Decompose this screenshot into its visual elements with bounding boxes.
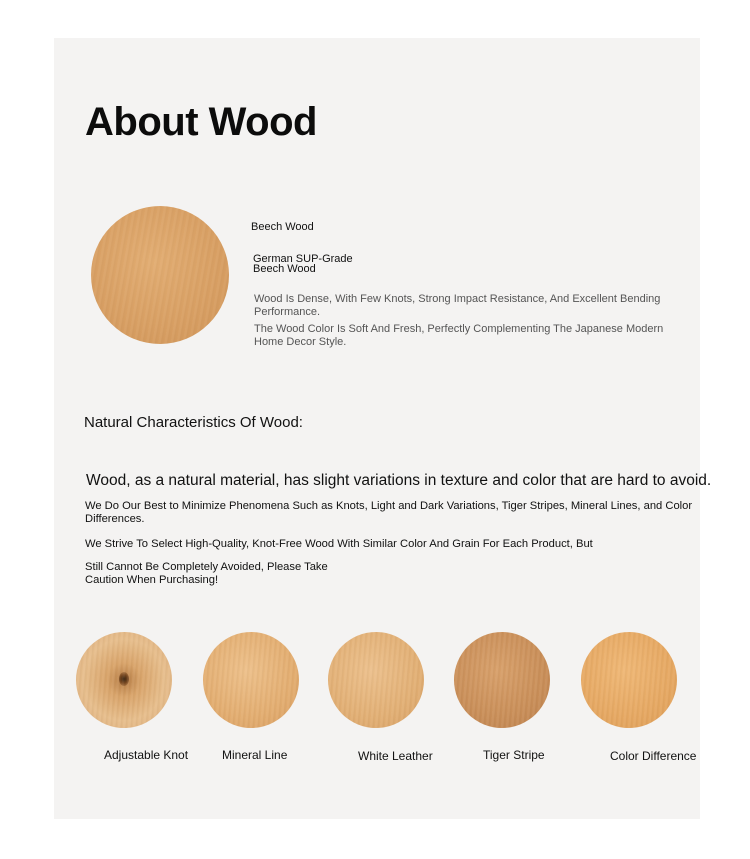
beech-wood-sample-image [91,206,229,344]
adjustable-knot-sample-image [76,632,172,728]
note-caution: Still Cannot Be Completely Avoided, Please Take Caution When Purchasing! [85,561,328,586]
sample-label-color-difference: Color Difference [610,749,697,763]
sample-label-white-leather: White Leather [358,749,433,763]
natural-characteristics-lead: Wood, as a natural material, has slight variations in texture and color that are hard to avoid. [86,472,712,489]
wood-description-2: The Wood Color Is Soft And Fresh, Perfectly Complementing The Japanese Modern Home Decor Style. [254,323,664,348]
sample-label-tiger-stripe: Tiger Stripe [483,748,545,762]
knot-mark [119,672,129,686]
sample-label-adjustable-knot: Adjustable Knot [104,748,189,762]
tiger-stripe-sample-image [454,632,550,728]
wood-grade-line2: Beech Wood [253,263,316,275]
mineral-line-sample-image [203,632,299,728]
natural-characteristics-heading: Natural Characteristics Of Wood: [84,414,303,431]
wood-description-1: Wood Is Dense, With Few Knots, Strong Impact Resistance, And Excellent Bending Performance. [254,293,661,318]
sample-label-mineral-line: Mineral Line [222,748,288,762]
wood-grade-line1: German SUP-Grade [253,253,353,265]
page-title: About Wood [85,100,317,144]
white-leather-sample-image [328,632,424,728]
note-select: We Strive To Select High-Quality, Knot-Free Wood With Similar Color And Grain For Each Product, But [85,538,593,550]
note-minimize: We Do Our Best to Minimize Phenomena Such as Knots, Light and Dark Variations, Tiger Stripes, Mineral Lines, and Color Differences. [85,500,693,525]
wood-name: Beech Wood [251,221,314,233]
wood-grade [253,254,393,274]
color-difference-sample-image [581,632,677,728]
